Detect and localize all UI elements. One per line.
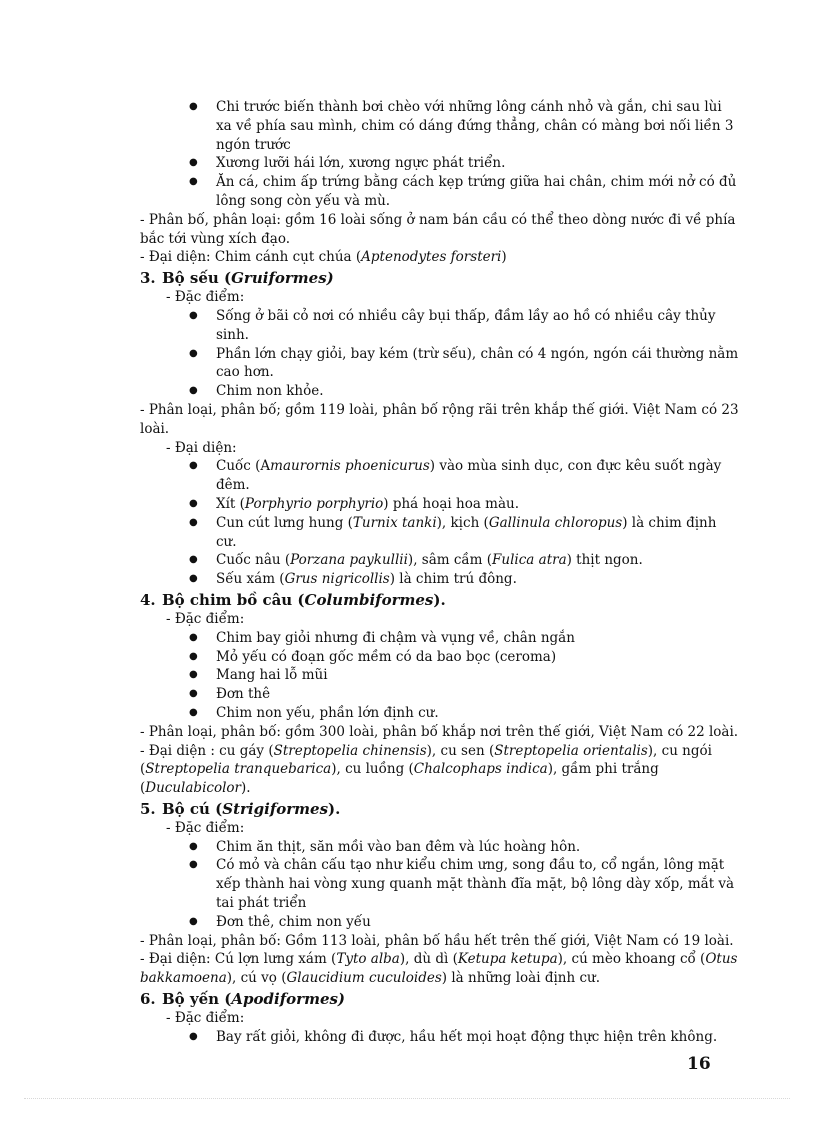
text-run: Sống ở bãi cỏ nơi có nhiều cây bụi thấp, đầm lầy ao hồ có nhiều cây thủy sinh.: [216, 307, 716, 343]
bullet-item: [216, 173, 740, 211]
text-run: ) phá hoại hoa màu.: [383, 495, 519, 512]
bullet-item: [216, 551, 740, 570]
text-run: - Phân loại, phân bố: gồm 300 loài, phân bố khắp nơi trên thế giới, Việt Nam có 22 loài.: [140, 723, 739, 740]
text-run: - Đặc điểm:: [166, 610, 245, 627]
text-run: Chim non khỏe.: [216, 383, 324, 400]
text-run: Chim bay giỏi nhưng đi chậm và vụng về, chân ngắn: [216, 629, 575, 646]
text-run: Bộ cú (: [162, 799, 223, 818]
paragraph-line: [140, 950, 740, 988]
text-run: ).: [433, 590, 446, 609]
paragraph-line: [140, 401, 740, 439]
bullet-list: [140, 457, 740, 589]
text-run: ), dù dì (: [399, 951, 458, 968]
text-run: Đơn thê: [216, 686, 271, 703]
text-run: Chi trước biến thành bơi chèo với những lông cánh nhỏ và gắn, chi sau lùi xa về phía sau mình, chim có dáng đứng thẳng, chân có màng bơi nối liền 3 ngón trước: [216, 99, 734, 153]
scientific-name: Streptopelia orientalis: [494, 742, 648, 759]
bullet-list: [140, 98, 740, 211]
scientific-name: Gallinula chloropus: [488, 514, 623, 531]
section-number: 4.: [140, 590, 156, 609]
text-run: - Đại diện : cu gáy (: [140, 742, 274, 759]
text-run: Chim non yếu, phần lớn định cư.: [216, 704, 439, 721]
bullet-item: [216, 570, 740, 589]
text-run: Mỏ yếu có đoạn gốc mềm có da bao bọc (ceroma): [216, 648, 557, 665]
section-heading: [140, 989, 740, 1009]
scientific-name: Streptopelia tranquebarica: [145, 761, 332, 778]
scientific-name: Columbiformes: [304, 590, 434, 609]
bullet-item: [216, 154, 740, 173]
bullet-list: [140, 1028, 740, 1047]
bullet-item: [216, 382, 740, 401]
scientific-name: Strigiformes: [222, 799, 329, 818]
bullet-item: [216, 685, 740, 704]
bullet-item: [216, 704, 740, 723]
text-run: Đơn thê, chim non yếu: [216, 913, 371, 930]
text-run: - Đặc điểm:: [166, 819, 245, 836]
text-run: ) là những loài định cư.: [441, 970, 601, 987]
text-run: Chim ăn thịt, săn mồi vào ban đêm và lúc hoàng hôn.: [216, 838, 581, 855]
text-run: Mang hai lỗ mũi: [216, 667, 328, 684]
scientific-name: Chalcophaps indica: [413, 761, 548, 778]
bullet-item: [216, 666, 740, 685]
text-run: ) là chim định cư.: [216, 514, 717, 550]
text-run: Cun cút lưng hung (: [216, 514, 353, 531]
scientific-name: Otus bakkamoena: [140, 951, 738, 987]
text-run: ) là chim trú đông.: [389, 571, 517, 588]
text-run: Cuốc nâu (: [216, 552, 291, 569]
text-run: Phần lớn chạy giỏi, bay kém (trừ sếu), chân có 4 ngón, ngón cái thường nằm cao hơn.: [216, 345, 739, 381]
scientific-name: Tyto alba: [336, 951, 400, 968]
scientific-name: Turnix tanki: [352, 514, 437, 531]
text-run: - Đại diện:: [166, 439, 237, 456]
text-run: ) thịt ngon.: [566, 552, 643, 569]
text-run: Xít (: [216, 495, 245, 512]
scientific-name: Porzana paykullii: [290, 552, 408, 569]
bullet-item: [216, 495, 740, 514]
text-run: Bộ yến (: [162, 990, 232, 1009]
bullet-item: [216, 629, 740, 648]
text-run: ), kịch (: [436, 514, 489, 531]
section-heading: [140, 590, 740, 610]
text-run: Có mỏ và chân cấu tạo như kiểu chim ưng, song đầu to, cổ ngắn, lông mặt xếp thành hai vòng xung quanh mặt thành đĩa mặt, bộ lông dày xốp, mắt và tai phát triển: [216, 857, 735, 912]
bullet-item: [216, 856, 740, 912]
page-content: [140, 98, 740, 1047]
text-run: Bay rất giỏi, không đi được, hầu hết mọi hoạt động thực hiện trên không.: [216, 1028, 718, 1045]
text-run: Bộ chim bồ câu (: [162, 590, 305, 609]
text-run: - Phân loại, phân bố: Gồm 113 loài, phân bố hầu hết trên thế giới, Việt Nam có 19 loài.: [140, 932, 734, 949]
scientific-name: Aptenodytes forsteri: [361, 249, 502, 266]
scientific-name: Duculabicolor: [145, 780, 241, 797]
bullet-list: [140, 838, 740, 932]
text-run: Cuốc (A: [216, 458, 271, 475]
section-heading: [140, 799, 740, 819]
subheading-line: [140, 610, 740, 629]
paragraph-line: [140, 742, 740, 798]
bullet-list: [140, 307, 740, 401]
bullet-list: [140, 629, 740, 723]
scientific-name: Fulica atra: [492, 552, 567, 569]
text-run: - Đại diện: Chim cánh cụt chúa (: [140, 249, 362, 266]
text-run: ), cu ngói (: [140, 742, 712, 778]
bullet-item: [216, 345, 740, 383]
paragraph-line: [140, 211, 740, 249]
text-run: Xương lưỡi hái lớn, xương ngực phát triển.: [216, 155, 506, 172]
bullet-item: [216, 838, 740, 857]
text-run: ).: [240, 780, 251, 797]
page-bottom-divider: [24, 1098, 790, 1099]
bullet-item: [216, 913, 740, 932]
text-run: ): [501, 249, 507, 266]
section-number: 5.: [140, 799, 156, 818]
paragraph-line: [140, 723, 740, 742]
text-run: ), cu luồng (: [331, 761, 414, 778]
scientific-name: Grus nigricollis: [284, 571, 390, 588]
text-run: Sếu xám (: [216, 571, 285, 588]
bullet-item: [216, 98, 740, 154]
text-run: ), cú vọ (: [226, 970, 287, 987]
scientific-name: Glaucidium cuculoides: [286, 970, 442, 987]
text-run: - Đặc điểm:: [166, 1010, 245, 1027]
scientific-name: Gruiformes): [231, 269, 334, 288]
section-number: 3.: [140, 269, 156, 288]
bullet-item: [216, 457, 740, 495]
bullet-item: [216, 648, 740, 667]
scientific-name: Porphyrio porphyrio: [244, 495, 384, 512]
subheading-line: [140, 819, 740, 838]
page-number: 16: [687, 1054, 711, 1074]
scientific-name: Streptopelia chinensis: [273, 742, 427, 759]
text-run: Ăn cá, chim ấp trứng bằng cách kẹp trứng giữa hai chân, chim mới nở có đủ lông song còn yếu và mù.: [216, 174, 737, 209]
text-run: - Đặc điểm:: [166, 289, 245, 306]
text-run: - Đại diện: Cú lợn lưng xám (: [140, 951, 337, 968]
text-run: ), gầm phi trắng (: [140, 761, 659, 797]
scientific-name: maurornis phoenicurus: [270, 458, 430, 475]
text-run: - Phân bố, phân loại: gồm 16 loài sống ở nam bán cầu có thể theo dòng nước đi về phía bắc tới vùng xích đạo.: [140, 211, 736, 247]
bullet-item: [216, 514, 740, 552]
paragraph-line: [140, 932, 740, 951]
paragraph-line: [140, 248, 740, 267]
text-run: ), cú mèo khoang cổ (: [557, 951, 706, 968]
text-run: ) vào mùa sinh dục, con đực kêu suốt ngày đêm.: [216, 458, 722, 494]
subheading-line: [140, 1009, 740, 1028]
bullet-item: [216, 307, 740, 345]
subheading-line: [140, 439, 740, 458]
section-heading: [140, 268, 740, 288]
text-run: - Phân loại, phân bố; gồm 119 loài, phân bố rộng rãi trên khắp thế giới. Việt Nam có 23 loài.: [140, 401, 739, 437]
bullet-item: [216, 1028, 740, 1047]
text-run: ), cu sen (: [426, 742, 495, 759]
scientific-name: Apodiformes): [231, 990, 346, 1009]
text-run: ), sâm cầm (: [407, 552, 493, 569]
text-run: ).: [328, 799, 341, 818]
subheading-line: [140, 288, 740, 307]
section-number: 6.: [140, 990, 156, 1009]
text-run: Bộ sếu (: [162, 269, 232, 288]
scientific-name: Ketupa ketupa: [457, 951, 558, 968]
